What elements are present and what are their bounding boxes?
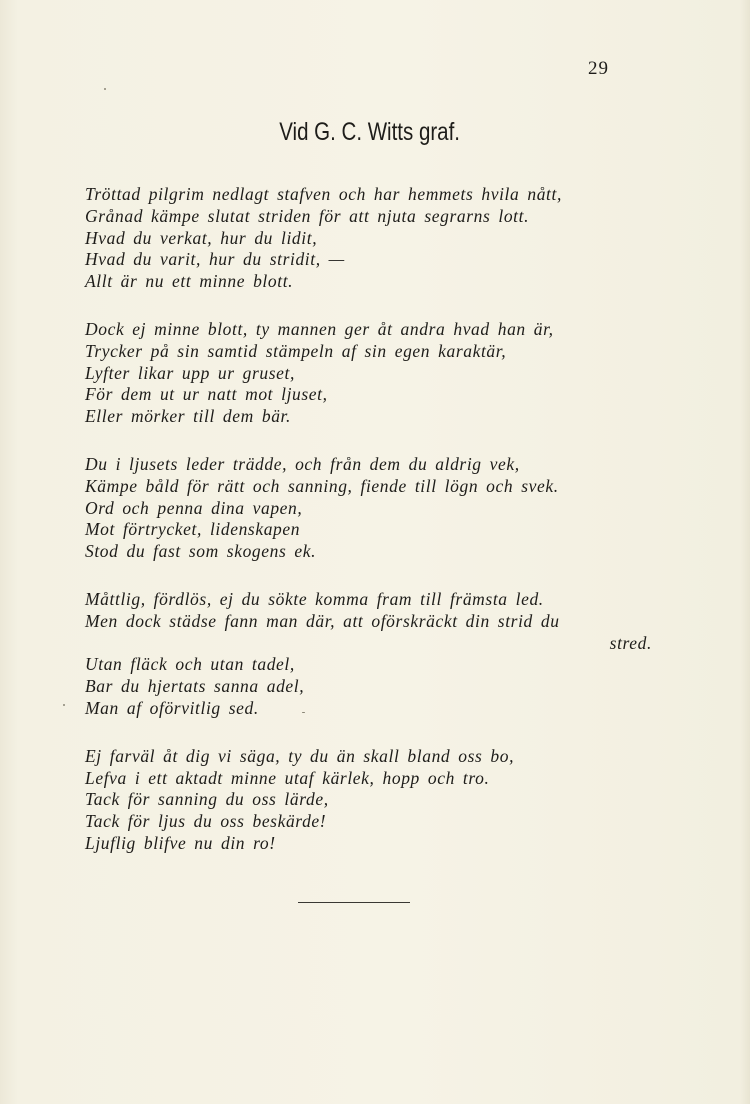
poem-line: Tröttad pilgrim nedlagt stafven och har hemmets hvila nått, xyxy=(85,184,562,204)
poem-line: Grånad kämpe slutat striden för att njuta segrarns lott. xyxy=(85,205,530,226)
paper-speck xyxy=(104,88,106,90)
poem-line: Tack för ljus du oss beskärde! xyxy=(85,811,327,832)
poem-line: Hvad du verkat, hur du lidit, xyxy=(85,227,318,248)
page-number: 29 xyxy=(588,58,609,79)
poem-line: Allt är nu ett minne blott. xyxy=(85,271,294,292)
poem-title: Vid G. C. Witts graf. xyxy=(279,118,460,146)
stanza-5 xyxy=(85,746,660,855)
stanza-1 xyxy=(85,184,660,293)
poem-line: För dem ut ur natt mot ljuset, xyxy=(85,384,328,405)
poem-line: Men dock städse fann man där, att oförskräckt din strid du xyxy=(85,610,560,631)
paper-speck xyxy=(63,704,65,706)
poem-line: Hvad du varit, hur du stridit, — xyxy=(85,249,345,270)
poem-line-continuation: stred. xyxy=(609,632,652,653)
poem-line: Utan fläck och utan tadel, xyxy=(85,654,295,675)
poem-line: Lyfter likar upp ur gruset, xyxy=(85,362,295,383)
stanza-2 xyxy=(85,319,660,428)
paper-speck xyxy=(302,712,305,713)
stanza-4 xyxy=(85,589,660,720)
poem-line: Måttlig, fördlös, ej du sökte komma fram till främsta led. xyxy=(85,588,544,609)
poem-line: Mot förtrycket, lidenskapen xyxy=(85,519,301,540)
poem-line: Tack för sanning du oss lärde, xyxy=(85,789,329,810)
poem-line: Stod du fast som skogens ek. xyxy=(85,541,317,562)
poem-line: Du i ljusets leder trädde, och från dem du aldrig vek, xyxy=(85,453,520,474)
poem-line: Dock ej minne blott, ty mannen ger åt andra hvad han är, xyxy=(85,318,554,339)
poem-line: Trycker på sin samtid stämpeln af sin egen karaktär, xyxy=(85,340,507,361)
poem-body xyxy=(85,184,660,881)
poem-line: Eller mörker till dem bär. xyxy=(85,406,291,427)
poem-line: Bar du hjertats sanna adel, xyxy=(85,676,305,697)
poem-line: Kämpe båld för rätt och sanning, fiende till lögn och svek. xyxy=(85,475,559,496)
stanza-3 xyxy=(85,454,660,563)
poem-line: Ord och penna dina vapen, xyxy=(85,497,303,518)
poem-line: Ej farväl åt dig vi säga, ty du än skall bland oss bo, xyxy=(85,745,515,766)
poem-line: Man af oförvitlig sed. xyxy=(85,697,259,718)
end-rule xyxy=(298,902,410,903)
poem-line: Ljuflig blifve nu din ro! xyxy=(85,832,276,853)
poem-line: Lefva i ett aktadt minne utaf kärlek, hopp och tro. xyxy=(85,767,490,788)
